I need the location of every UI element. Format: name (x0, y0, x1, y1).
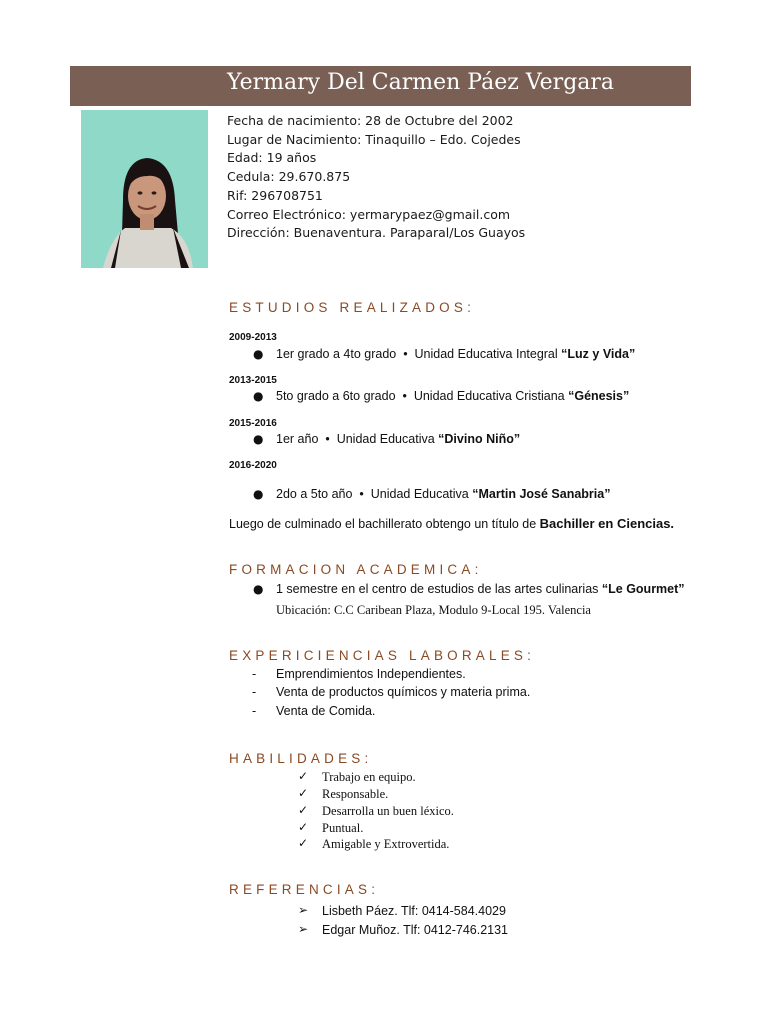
skill-item: Amigable y Extrovertida. (322, 837, 450, 851)
dash-icon: - (252, 667, 257, 681)
study-grade: 1er grado a 4to grado (276, 347, 397, 361)
study-school-name: “Luz y Vida” (561, 347, 636, 361)
bullet-icon: ● (253, 389, 264, 403)
arrow-bullet-icon: ➢ (298, 922, 309, 936)
dash-icon: - (252, 685, 257, 699)
separator-dot-icon: • (355, 487, 371, 501)
study-school-name: “Génesis” (568, 389, 630, 403)
skill-item: Puntual. (322, 821, 364, 835)
reference-item: Edgar Muñoz. Tlf: 0412-746.2131 (322, 923, 509, 937)
personal-info (227, 112, 525, 243)
arrow-bullet-icon: ➢ (298, 903, 309, 917)
study-years: 2009-2013 (229, 332, 277, 343)
study-school: Unidad Educativa (336, 432, 435, 446)
skill-item: Trabajo en equipo. (322, 770, 416, 784)
study-item (276, 432, 520, 446)
skill-item: Responsable. (322, 787, 389, 801)
study-item (276, 389, 629, 403)
study-school: Unidad Educativa (370, 487, 469, 501)
checkmark-icon: ✓ (298, 769, 309, 783)
section-title-referencias: REFERENCIAS: (229, 882, 380, 897)
study-conclusion (229, 516, 674, 531)
separator-dot-icon: • (399, 389, 414, 403)
study-school: Unidad Educativa Integral (414, 347, 558, 361)
section-title-habilidades: HABILIDADES: (229, 751, 373, 766)
formacion-school-name: “Le Gourmet” (601, 582, 685, 596)
dash-icon: - (252, 704, 257, 718)
study-school-name: “Divino Niño” (438, 432, 521, 446)
checkmark-icon: ✓ (298, 786, 309, 800)
study-years: 2013-2015 (229, 375, 277, 386)
bullet-icon: ● (253, 487, 264, 501)
address: Dirección: Buenaventura. Paraparal/Los Guayos (227, 225, 526, 241)
degree-title: Bachiller en Ciencias. (539, 516, 675, 531)
separator-dot-icon: • (399, 347, 415, 361)
skill-item: Desarrolla un buen léxico. (322, 804, 454, 818)
age: Edad: 19 años (227, 150, 317, 166)
study-school-name: “Martin José Sanabria” (472, 487, 611, 501)
experience-item: Venta de productos químicos y materia prima. (276, 685, 531, 699)
birth-place: Lugar de Nacimiento: Tinaquillo – Edo. Cojedes (227, 131, 521, 147)
separator-dot-icon: • (321, 432, 337, 446)
section-title-experiencias: EXPERICIENCIAS LABORALES: (229, 648, 536, 663)
id-number: Cedula: 29.670.875 (227, 169, 351, 185)
profile-photo-illustration (81, 110, 208, 268)
study-grade: 5to grado a 6to grado (276, 389, 396, 403)
rif-number: Rif: 296708751 (227, 187, 323, 203)
resume-name: Yermary Del Carmen Páez Vergara (227, 70, 615, 95)
study-item (276, 347, 635, 361)
profile-photo (81, 110, 208, 268)
email: Correo Electrónico: yermarypaez@gmail.com (227, 206, 511, 222)
experience-item: Emprendimientos Independientes. (276, 667, 466, 681)
bullet-icon: ● (253, 347, 264, 361)
reference-item: Lisbeth Páez. Tlf: 0414-584.4029 (322, 904, 506, 918)
bullet-icon: ● (253, 432, 264, 446)
study-school: Unidad Educativa Cristiana (413, 389, 565, 403)
conclusion-text: Luego de culminado el bachillerato obtengo un título de (229, 517, 537, 531)
bullet-icon: ● (253, 582, 264, 596)
checkmark-icon: ✓ (298, 803, 309, 817)
header-band (70, 66, 691, 106)
study-years: 2015-2016 (229, 418, 277, 429)
formacion-location: Ubicación: C.C Caribean Plaza, Modulo 9-Local 195. Valencia (276, 603, 591, 617)
section-title-formacion: FORMACION ACADEMICA: (229, 562, 483, 577)
formacion-text: 1 semestre en el centro de estudios de las artes culinarias (276, 582, 599, 596)
section-title-estudios: ESTUDIOS REALIZADOS: (229, 300, 476, 315)
checkmark-icon: ✓ (298, 820, 309, 834)
study-grade: 2do a 5to año (276, 487, 353, 501)
formacion-item (276, 582, 685, 596)
experience-item: Venta de Comida. (276, 704, 376, 718)
birth-date: Fecha de nacimiento: 28 de Octubre del 2002 (227, 113, 514, 128)
study-item (276, 487, 610, 501)
checkmark-icon: ✓ (298, 836, 309, 850)
study-grade: 1er año (276, 432, 319, 446)
study-years: 2016-2020 (229, 460, 277, 471)
